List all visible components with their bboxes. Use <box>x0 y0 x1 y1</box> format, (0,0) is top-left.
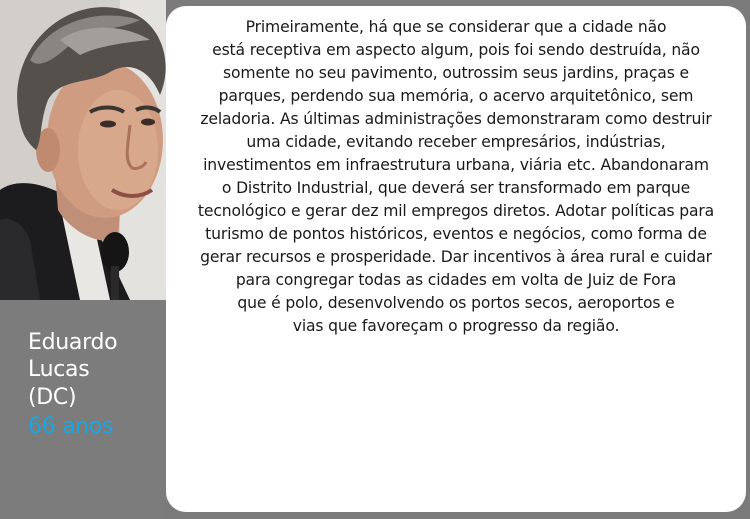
statement-line: Primeiramente, há que se considerar que a cidade não <box>245 18 667 36</box>
statement-line: parques, perdendo sua memória, o acervo arquitetônico, sem <box>218 87 694 105</box>
statement-line: investimentos em infraestrutura urbana, viária etc. Abandonaram <box>203 156 709 174</box>
statement-line: vias que favoreçam o progresso da região. <box>292 317 620 335</box>
statement-line: tecnológico e gerar dez mil empregos diretos. Adotar políticas para <box>197 202 715 220</box>
statement-line: para congregar todas as cidades em volta de Juiz de Fora <box>235 271 677 289</box>
statement-line: está receptiva em aspecto algum, pois foi sendo destruída, não <box>212 41 700 59</box>
candidate-photo <box>0 0 166 300</box>
candidate-info-panel <box>0 300 166 519</box>
statement-line: turismo de pontos históricos, eventos e negócios, como forma de <box>205 225 707 243</box>
statement-line: o Distrito Industrial, que deverá ser transformado em parque <box>221 179 691 197</box>
candidate-portrait-image <box>0 0 166 300</box>
candidate-first-name: Eduardo <box>28 330 118 355</box>
statement-line: zeladoria. As últimas administrações demonstraram como destruir <box>200 110 712 128</box>
candidate-last-name: Lucas <box>28 357 90 382</box>
candidate-age: 66 anos <box>28 414 114 439</box>
statement-line: uma cidade, evitando receber empresários, indústrias, <box>246 133 666 151</box>
statement-line: que é polo, desenvolvendo os portos secos, aeroportos e <box>237 294 675 312</box>
statement-line: somente no seu pavimento, outrossim seus jardins, praças e <box>223 64 689 82</box>
statement-line: gerar recursos e prosperidade. Dar incentivos à área rural e cuidar <box>200 248 712 266</box>
statement-box <box>166 6 746 512</box>
candidate-party: (DC) <box>28 385 77 410</box>
